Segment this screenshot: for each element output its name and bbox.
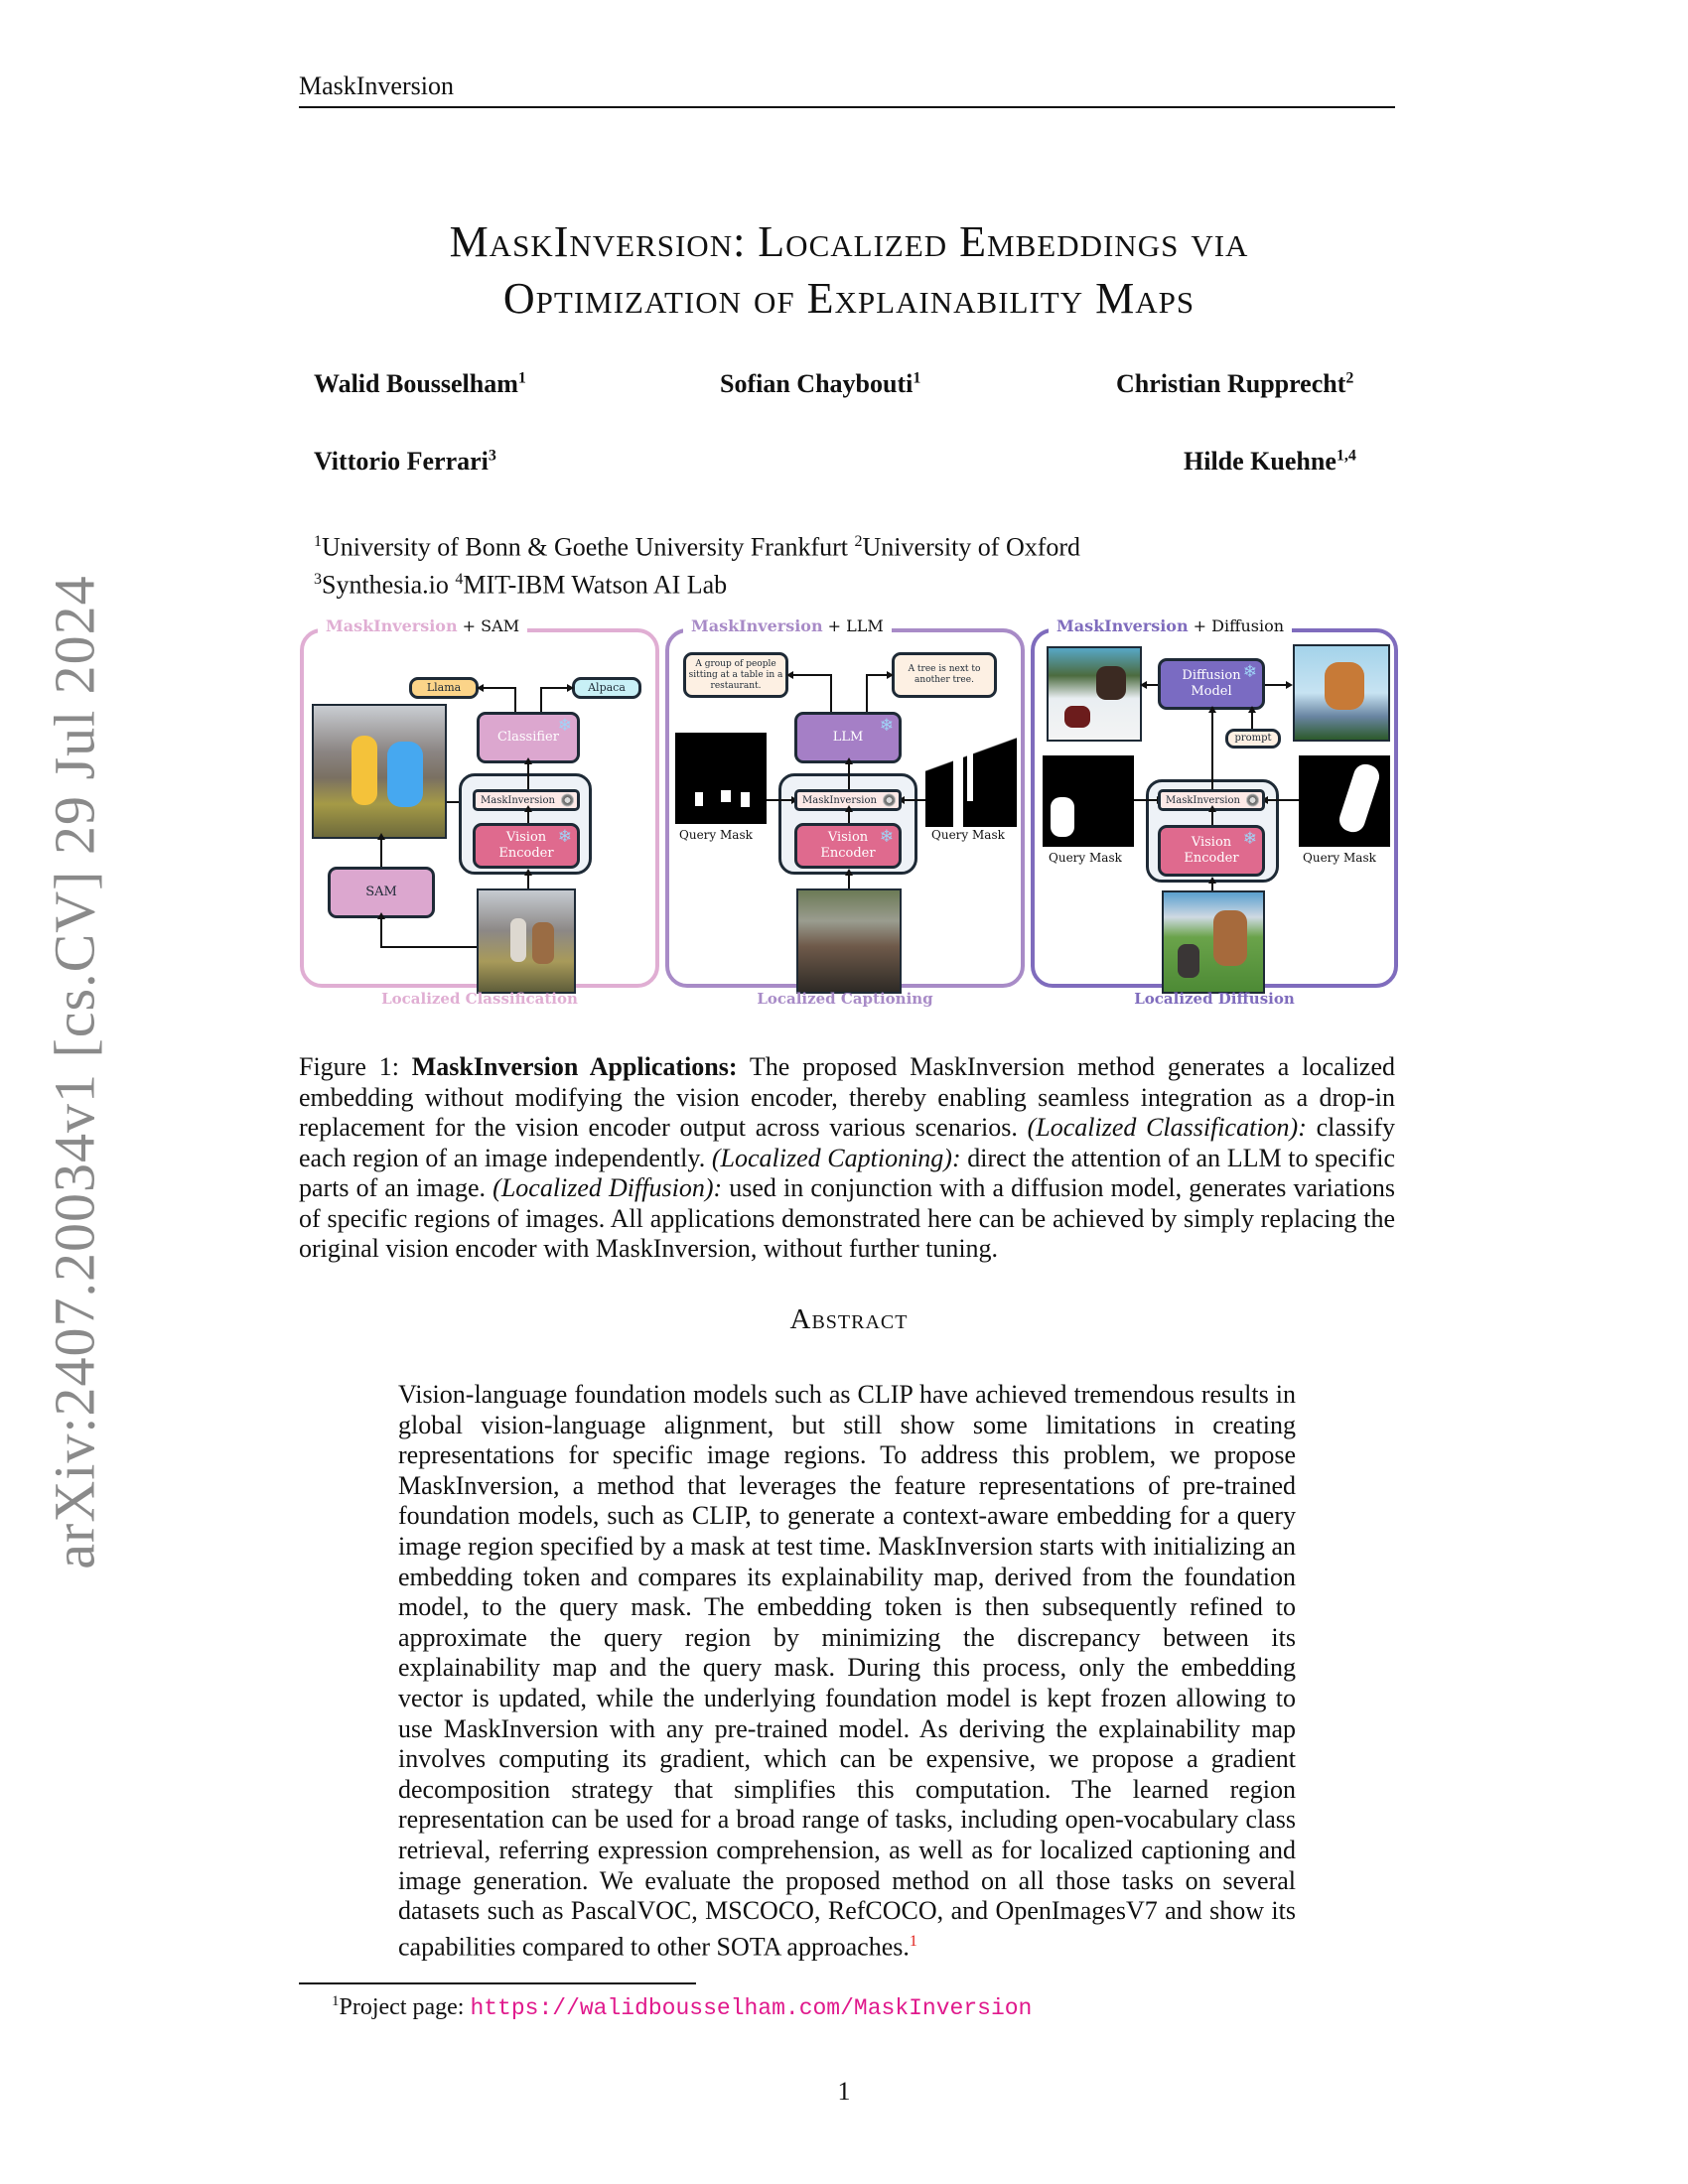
snowflake-icon: ❄: [1242, 662, 1257, 682]
project-page-link[interactable]: https://walidbousselham.com/MaskInversion: [470, 1995, 1033, 2021]
panel-localized-diffusion: [1031, 616, 1398, 1008]
author-affiliation-mark: 1: [517, 369, 526, 387]
footnote-rule: [299, 1982, 696, 1984]
arrow: [1146, 684, 1158, 686]
dog-shape: [1064, 706, 1090, 728]
panel-footer-label: Localized Diffusion: [1134, 990, 1295, 1008]
mask-region: [967, 742, 973, 801]
paper-title: [298, 213, 1400, 327]
author-affiliation-mark: 1,4: [1336, 447, 1356, 465]
arrow: [380, 918, 382, 946]
author-name: Christian Rupprecht: [1116, 369, 1346, 398]
arrow: [527, 811, 529, 823]
caption-italic: (Localized Diffusion):: [492, 1173, 723, 1202]
caption-output-right: [892, 652, 997, 698]
panel-localized-captioning: [665, 616, 1025, 1008]
caption-italic: (Localized Classification):: [1027, 1113, 1307, 1142]
block-label: LLM: [832, 730, 864, 745]
panel-title-method: MaskInversion: [326, 616, 458, 635]
snowflake-icon: ❄: [879, 827, 894, 847]
arrow: [767, 799, 792, 801]
figure-1: [298, 616, 1400, 1011]
connector: [514, 687, 516, 713]
block-label: SAM: [365, 885, 397, 899]
panel-title: [683, 616, 892, 635]
mask-region: [721, 790, 731, 802]
block-label: MaskInversion: [802, 794, 877, 806]
query-mask-label: Query Mask: [1049, 851, 1122, 865]
block-label: [498, 830, 553, 862]
classifier-block: [477, 712, 580, 763]
brown-alpaca: [532, 922, 554, 964]
author-5: [1184, 447, 1356, 477]
vision-encoder-block: [794, 823, 902, 869]
arrow: [1265, 684, 1287, 686]
query-mask-tree: [925, 736, 1017, 827]
caption-text: A tree is next to another tree.: [908, 664, 981, 685]
panel-title-suffix: + SAM: [457, 616, 520, 635]
affiliation-text: Synthesia.io: [322, 570, 456, 600]
arrow: [483, 687, 516, 689]
dog-shape: [1178, 944, 1199, 978]
block-label-line: Encoder: [498, 846, 554, 861]
arrow: [1251, 712, 1253, 729]
caption-text: classify each region of an image independently.: [299, 1113, 1396, 1172]
abstract-heading: Abstract: [789, 1303, 909, 1335]
connector: [830, 674, 832, 712]
arrow: [848, 763, 850, 789]
affiliation-text: MIT-IBM Watson AI Lab: [463, 570, 728, 600]
block-label-line: Vision: [1191, 835, 1232, 850]
query-mask-large-dog: [1299, 755, 1390, 847]
footnote-label: Project page:: [339, 1994, 471, 2020]
block-label: [1184, 835, 1238, 867]
query-mask-small-dog: [1043, 755, 1134, 847]
block-label-line: Diffusion: [1182, 668, 1241, 683]
block-label-line: Model: [1191, 684, 1232, 699]
affiliation-text: University of Oxford: [862, 532, 1081, 562]
arxiv-stamp-text: arXiv:2407.20034v1 [cs.CV] 29 Jul 2024: [42, 575, 107, 1570]
author-1: [314, 369, 526, 399]
caption-italic: (Localized Captioning):: [711, 1143, 961, 1172]
dog-shape: [1325, 662, 1364, 710]
input-dogs-image: [1162, 890, 1265, 994]
output-llama-label: [409, 677, 479, 699]
affiliation-mark: 1: [314, 533, 322, 550]
affiliation-mark: 2: [854, 533, 863, 550]
caption-bold-title: MaskInversion Applications:: [411, 1052, 738, 1081]
query-mask-people: [675, 733, 767, 824]
dog-shape: [1096, 666, 1126, 700]
caption-text: direct the attention of an LLM to specific parts of an image.: [299, 1143, 1396, 1202]
generated-image-small-dog: [1047, 646, 1142, 742]
figure-caption: [299, 1052, 1395, 1265]
arrow: [540, 687, 568, 689]
arrow: [904, 799, 925, 801]
prompt-block: [1225, 729, 1281, 749]
input-llama-image: [477, 888, 576, 994]
panel-title-method: MaskInversion: [691, 616, 823, 635]
mask-region: [953, 744, 963, 827]
block-label: Classifier: [497, 730, 559, 745]
label-text: Alpaca: [588, 681, 626, 694]
segmented-llama-image: [312, 704, 447, 839]
author-affiliation-mark: 2: [1345, 369, 1354, 387]
footnote-mark: 1: [332, 1993, 340, 2009]
mask-region: [1336, 761, 1382, 836]
caption-text: used in conjunction with a diffusion model, generates variations of specific regions of images. All applications demonstrated here can be achieved by simply replacing the original vision encoder with MaskInversion, without further tuning.: [299, 1173, 1396, 1263]
panel-title-suffix: + Diffusion: [1188, 616, 1285, 635]
block-label-line: Encoder: [820, 846, 876, 861]
running-head: MaskInversion: [299, 71, 454, 100]
caption-text: A group of people sitting at a table in a restaurant.: [688, 658, 783, 691]
vision-encoder-block: [1158, 825, 1265, 877]
connector: [380, 946, 477, 948]
query-mask-label: Query Mask: [1303, 851, 1376, 865]
author-name: Walid Bousselham: [314, 369, 518, 398]
caption-label: Figure 1:: [299, 1052, 412, 1081]
arrow: [1267, 799, 1299, 801]
arrow: [1211, 811, 1213, 825]
mask-region: [741, 792, 750, 807]
block-label-line: Vision: [827, 830, 869, 845]
panel-title: [1049, 616, 1292, 635]
panel-title-method: MaskInversion: [1056, 616, 1189, 635]
panel-title: [318, 616, 527, 635]
mask-region: [695, 792, 703, 806]
label-text: Llama: [426, 681, 462, 694]
mask-region: [1051, 797, 1074, 837]
generated-image-large-dog: [1293, 644, 1390, 742]
snowflake-icon: ❄: [879, 716, 894, 736]
panel-title-suffix: + LLM: [822, 616, 884, 635]
white-llama: [510, 918, 526, 962]
header-rule: [299, 106, 1395, 108]
connector: [866, 674, 868, 712]
author-affiliation-mark: 3: [488, 447, 496, 465]
gear-icon: [883, 794, 896, 807]
dog-shape: [1213, 910, 1247, 966]
author-name: Sofian Chaybouti: [720, 369, 914, 398]
affiliation-line-1: [314, 526, 1080, 564]
footnote-reference-link[interactable]: 1: [909, 1932, 917, 1950]
llama-segment-yellow: [352, 736, 377, 805]
connector: [540, 687, 542, 713]
arrow: [1134, 799, 1158, 801]
snowflake-icon: ❄: [1242, 829, 1257, 849]
block-label: [820, 830, 875, 862]
page-number: 1: [837, 2077, 851, 2106]
author-3: [1116, 369, 1353, 399]
block-label: MaskInversion: [1166, 794, 1240, 806]
footnote: [332, 1993, 1032, 2021]
title-line-1: MaskInversion: Localized Embeddings via: [449, 217, 1249, 266]
panel-footer-label: Localized Captioning: [757, 990, 933, 1008]
affiliation-mark: 3: [314, 570, 322, 588]
author-4: [314, 447, 496, 477]
diffusion-model-block: [1158, 658, 1265, 710]
affiliation-mark: 4: [455, 570, 464, 588]
panel-footer-label: Localized Classification: [381, 990, 578, 1008]
block-label: MaskInversion: [481, 794, 555, 806]
arxiv-identifier-stamp: [20, 575, 129, 1570]
arrow: [866, 674, 888, 676]
block-label-line: Vision: [505, 830, 547, 845]
llm-block: [794, 712, 902, 763]
block-label: [1182, 668, 1240, 700]
affiliation-line-2: [314, 564, 1080, 602]
output-alpaca-label: [572, 677, 641, 699]
title-line-2: Optimization of Explainability Maps: [502, 274, 1196, 323]
arrow: [792, 674, 832, 676]
block-label: prompt: [1234, 733, 1272, 744]
author-affiliation-mark: 1: [913, 369, 921, 387]
block-label-line: Encoder: [1184, 851, 1239, 866]
author-name: Hilde Kuehne: [1184, 447, 1336, 476]
abstract-text: Vision-language foundation models such as CLIP have achieved tremendous results in global vision-language alignment, but still show some limitations in creating representations for specific image regions. To address this problem, we propose MaskInversion, a method that leverages the feature representations of pre-trained foundation models, such as CLIP, to generate a context-aware embedding for a query image region specified by a mask at test time. MaskInversion starts with initializing an embedding token and compares its explainability map, derived from the foundation model, to the query mask. The embedding token is then subsequently refined to approximate the query region by minimizing the discrepancy between its explainability map and the query mask. During this process, only the embedding vector is updated, while the underlying foundation model is kept frozen allowing to use MaskInversion with any pre-trained model. As deriving the explainability map involves computing its gradient, which can be expensive, we propose a gradient decomposition strategy that simplifies this computation. The learned region representation can be used for a broad range of tasks, including open-vocabulary class retrieval, referring expression comprehension, as well as for localized captioning and image generation. We evaluate the proposed method on all those tasks on several datasets such as PascalVOC, MSCOCO, RefCOCO, and OpenImagesV7 and show its capabilities compared to other SOTA approaches.: [398, 1380, 1296, 1962]
author-2: [720, 369, 920, 399]
author-name: Vittorio Ferrari: [314, 447, 489, 476]
arrow: [527, 763, 529, 789]
abstract-body: [398, 1380, 1296, 1963]
arrow: [1211, 712, 1213, 797]
gear-icon: [561, 794, 574, 807]
query-mask-label: Query Mask: [931, 828, 1005, 842]
arrow: [380, 839, 382, 867]
input-street-cafe-image: [796, 888, 902, 994]
sam-block: [328, 867, 435, 918]
alpaca-segment-blue: [387, 742, 423, 807]
panel-localized-classification: [300, 616, 659, 1008]
snowflake-icon: ❄: [557, 716, 572, 736]
affiliations: [314, 526, 1080, 601]
snowflake-icon: ❄: [557, 827, 572, 847]
caption-text: The proposed MaskInversion method generates a localized embedding without modifying the vision encoder, thereby enabling seamless integration as a drop-in replacement for the vision encoder output across various scenarios.: [299, 1052, 1395, 1142]
gear-icon: [1246, 794, 1259, 807]
vision-encoder-block: [473, 823, 580, 869]
arrow: [848, 811, 850, 823]
caption-output-left: [683, 652, 788, 698]
affiliation-text: University of Bonn & Goethe University Frankfurt: [322, 532, 855, 562]
query-mask-label: Query Mask: [679, 828, 753, 842]
arrow: [848, 875, 850, 888]
arrow: [527, 875, 529, 888]
